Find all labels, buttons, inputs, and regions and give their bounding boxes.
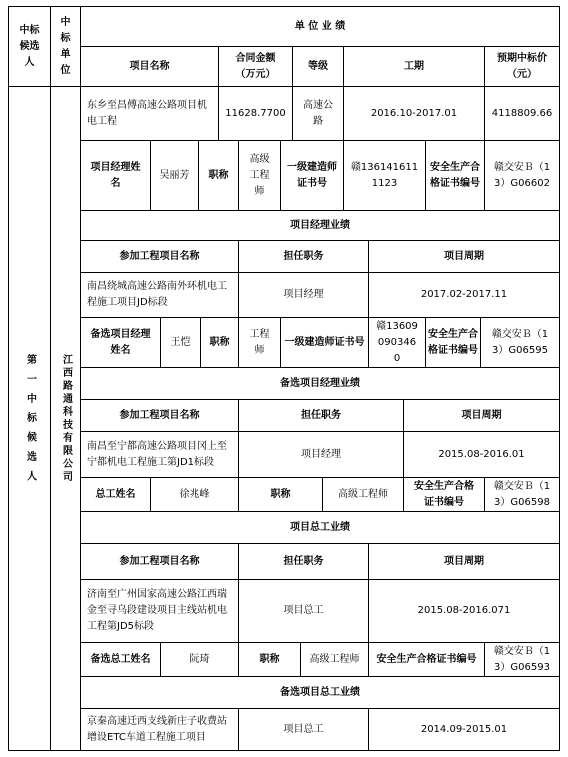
alt-chief-perf-period: 2014.09-2015.01: [420, 723, 508, 735]
pm-title: 高级工程师: [249, 153, 270, 197]
chief-perf-title: 项目总工业绩: [290, 521, 350, 533]
alt-pm-perf-role-label: 担任职务: [301, 409, 341, 421]
chief-perf-period: 2015.08-2016.071: [417, 605, 511, 616]
chief-name-label: 总工姓名: [95, 488, 136, 500]
alt-pm-perf-period: 2015.08-2016.01: [438, 448, 525, 460]
company-name: 江西路通科技有限公司: [60, 353, 72, 484]
candidate-rank: 第 一 中 标 候 选 人: [24, 353, 36, 484]
border-line: [8, 750, 560, 751]
alt-chief-safety-cert: 赣交安Ｂ（13）G06593: [493, 645, 551, 673]
chief-safety-cert-label: 安全生产合格证书编号: [414, 480, 474, 508]
alt-chief-name: 阮琦: [189, 653, 210, 665]
header-performance: 单 位 业 绩: [294, 20, 346, 32]
alt-pm-perf-period-label: 项目周期: [461, 409, 502, 421]
unit-project-name: 东乡至昌傅高速公路项目机电工程: [87, 99, 207, 127]
alt-pm-builder-cert: 赣136090903460: [376, 320, 418, 364]
chief-perf-role-label: 担任职务: [283, 555, 324, 567]
alt-pm-safety-cert-label: 安全生产合格证书编号: [428, 328, 478, 356]
header-contract-amount: 合同金额（万元）: [235, 52, 276, 80]
pm-builder-cert: 赣1361416111123: [350, 161, 419, 189]
pm-title-label: 职称: [208, 169, 229, 181]
alt-chief-perf-project: 京秦高速迁西支线新庄子收费站增设ETC车道工程施工项目: [87, 715, 227, 743]
alt-pm-builder-cert-label: 一级建造师证书号: [284, 336, 365, 348]
alt-pm-perf-project-label: 参加工程项目名称: [119, 409, 200, 421]
alt-chief-name-label: 备选总工姓名: [90, 653, 151, 665]
header-expected-price: 预期中标价（元）: [497, 52, 547, 80]
chief-perf-period-label: 项目周期: [444, 555, 484, 567]
header-grade: 等级: [308, 60, 328, 72]
pm-perf-role-label: 担任职务: [283, 250, 324, 262]
unit-duration: 2016.10-2017.01: [370, 107, 458, 119]
unit-grade: 高速公路: [303, 99, 333, 127]
header-bidder-unit: 中标单位: [60, 16, 71, 76]
alt-pm-perf-role: 项目经理: [301, 448, 341, 460]
pm-perf-project: 南昌绕城高速公路南外环机电工程施工项目JD标段: [87, 281, 227, 308]
alt-pm-name: 王恺: [170, 336, 191, 348]
pm-builder-cert-label: 一级建造师证书号: [287, 161, 337, 189]
alt-pm-name-label: 备选项目经理姓名: [90, 328, 151, 356]
pm-perf-title: 项目经理业绩: [290, 219, 350, 231]
unit-expected-price: 4118809.66: [491, 107, 553, 119]
pm-perf-project-label: 参加工程项目名称: [119, 250, 200, 262]
pm-perf-role: 项目经理: [283, 289, 324, 300]
chief-name: 徐兆峰: [179, 488, 210, 500]
alt-chief-title: 高级工程师: [309, 653, 360, 665]
chief-perf-project-label: 参加工程项目名称: [119, 555, 200, 567]
header-candidate: 中标候选人: [19, 24, 40, 68]
pm-safety-cert-label: 安全生产合格证书编号: [430, 161, 480, 189]
alt-chief-perf-role: 项目总工: [283, 723, 324, 735]
alt-chief-perf-title: 备选项目总工业绩: [280, 686, 360, 698]
unit-contract-amount: 11628.7700: [225, 107, 286, 119]
alt-pm-perf-project: 南昌至宁都高速公路项目冈上至宁都机电工程施工第JD1标段: [87, 440, 227, 468]
chief-safety-cert: 赣交安Ｂ（13）G06598: [493, 480, 551, 508]
alt-chief-safety-cert-label: 安全生产合格证书编号: [376, 653, 477, 665]
chief-perf-project: 济南至广州国家高速公路江西瑞金至寻乌段建设项目主线站机电工程第JD5标段: [87, 589, 227, 632]
alt-pm-safety-cert: 赣交安Ｂ（13）G06595: [491, 328, 549, 356]
pm-perf-period: 2017.02-2017.11: [420, 289, 508, 300]
pm-name: 吴丽芳: [159, 169, 190, 181]
pm-perf-period-label: 项目周期: [444, 250, 484, 262]
pm-safety-cert: 赣交安Ｂ（13）G06602: [493, 161, 551, 189]
alt-pm-title-label: 职称: [209, 336, 230, 348]
border-line: [559, 6, 560, 751]
chief-title: 高级工程师: [338, 488, 388, 500]
header-project-name: 项目名称: [129, 60, 170, 72]
chief-perf-role: 项目总工: [283, 605, 324, 616]
alt-chief-title-label: 职称: [259, 653, 280, 665]
alt-pm-title: 工程师: [249, 328, 270, 356]
pm-name-label: 项目经理姓名: [90, 161, 141, 189]
alt-pm-perf-title: 备选项目经理业绩: [280, 377, 360, 389]
header-duration: 工期: [404, 60, 424, 72]
chief-title-label: 职称: [270, 488, 291, 500]
